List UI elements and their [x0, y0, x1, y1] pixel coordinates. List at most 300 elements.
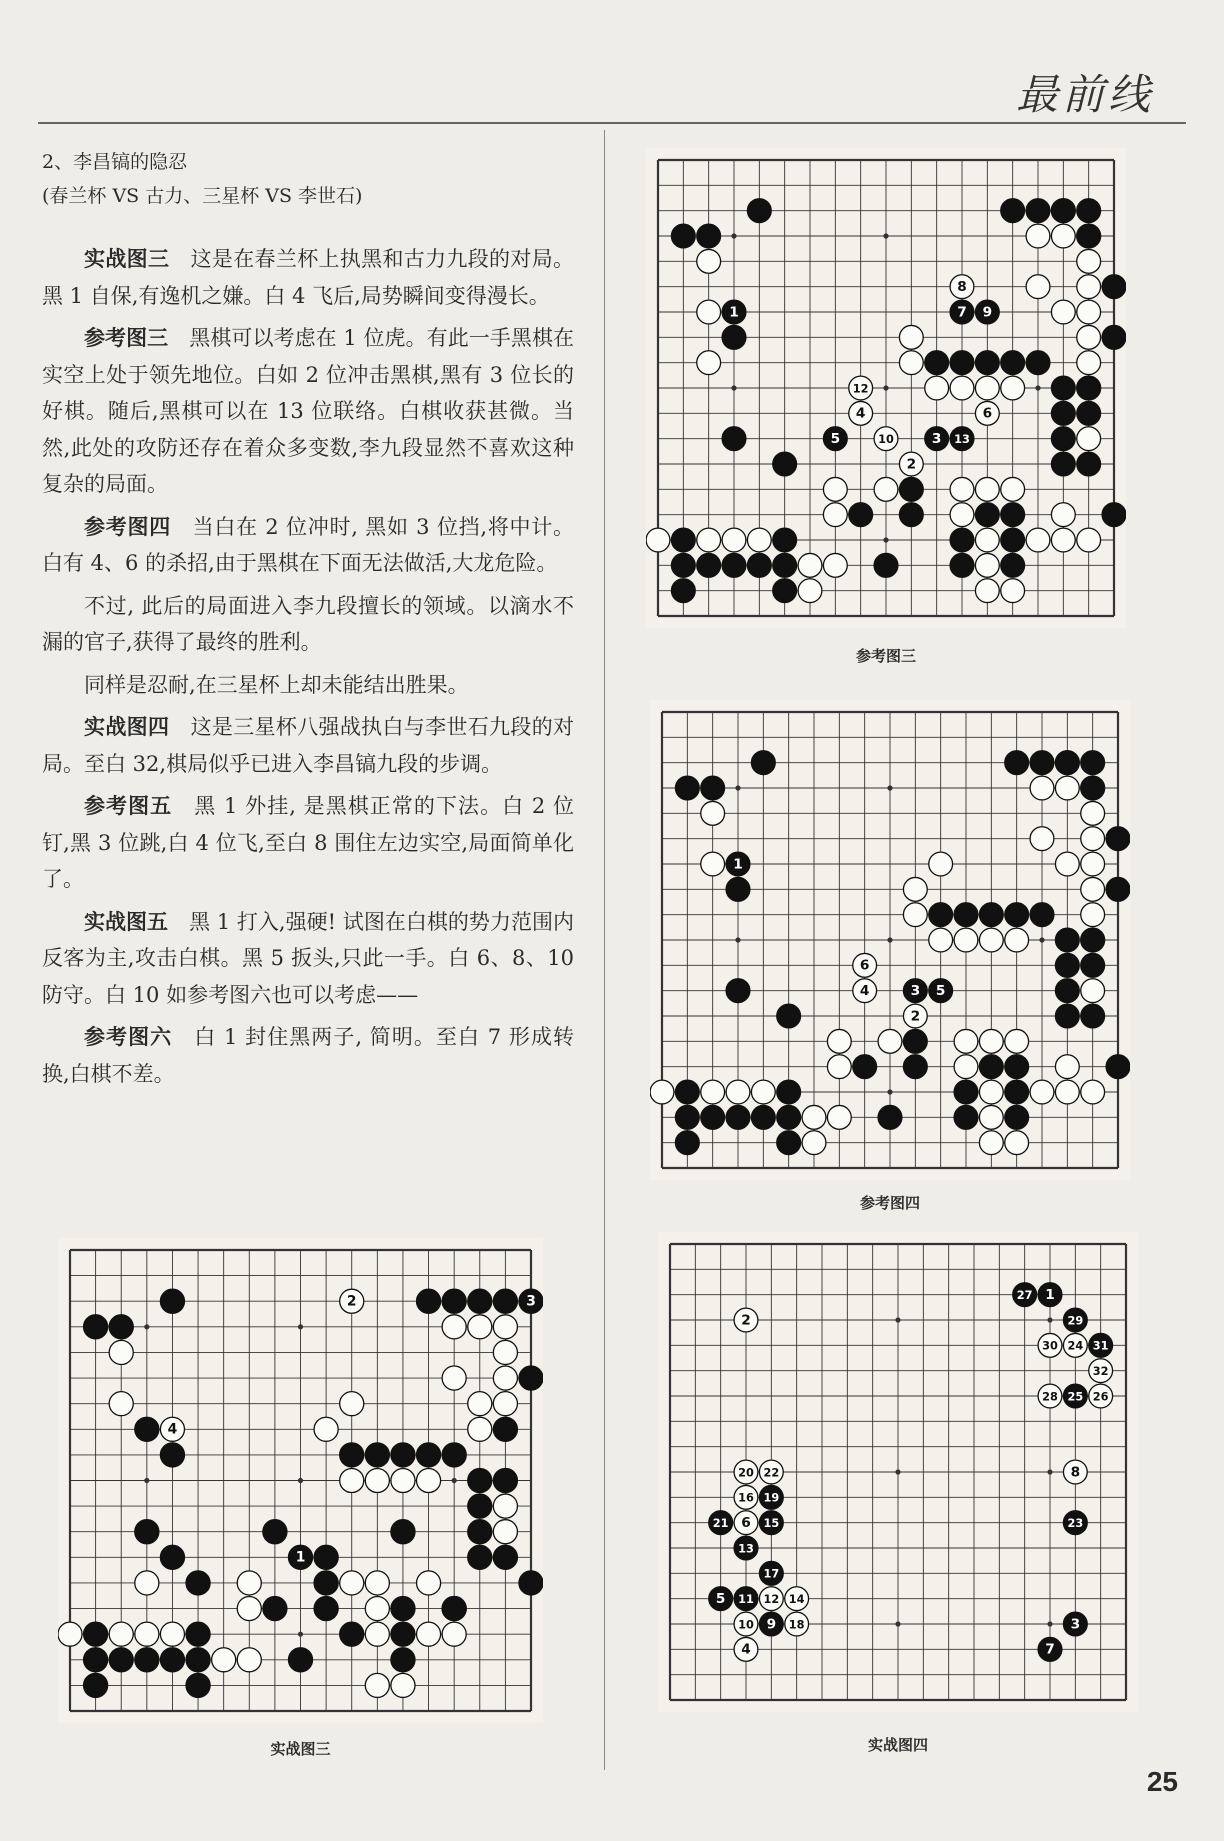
- article-paragraph: [42, 788, 574, 898]
- move-number-label: 10: [878, 432, 894, 446]
- page-number: 25: [1146, 1766, 1178, 1797]
- black-stone: [751, 1105, 775, 1129]
- black-stone: [314, 1597, 338, 1621]
- black-stone: [340, 1622, 364, 1646]
- white-stone: [365, 1622, 389, 1646]
- white-stone: [1005, 928, 1029, 952]
- black-stone: [1005, 751, 1029, 775]
- paragraph-label: 参考图六: [84, 1025, 173, 1049]
- white-stone: [365, 1673, 389, 1697]
- white-stone: [493, 1340, 517, 1364]
- white-stone: [798, 553, 822, 577]
- paragraph-text: 黑棋可以考虑在 1 位虎。有此一手黑棋在实空上处于领先地位。白如 2 位冲击黑棋,黑有 3 位长的好棋。随后,黑棋可以在 13 位联络。白棋收获甚微。当然,此处的攻防还存在着众多变数,李九段显然不喜欢这种复杂的局面。: [42, 326, 575, 496]
- move-number-label: 21: [712, 1516, 729, 1530]
- white-stone: [802, 1131, 826, 1155]
- paragraph-text: 黑 1 打入,强硬! 试图在白棋的势力范围内反客为主,攻击白棋。黑 5 扳头,只此一手。白 6、8、10 防守。白 10 如参考图六也可以考虑——: [42, 909, 575, 1007]
- star-point: [1039, 937, 1044, 942]
- article-paragraph: [42, 709, 574, 782]
- white-stone: [1030, 776, 1054, 800]
- white-stone: [391, 1673, 415, 1697]
- move-number-label: 15: [763, 1516, 780, 1530]
- move-number-label: 4: [741, 1641, 751, 1658]
- black-stone: [417, 1443, 441, 1467]
- move-number-label: 13: [954, 432, 970, 446]
- white-stone: [975, 528, 999, 552]
- star-point: [883, 537, 888, 542]
- white-stone: [1081, 801, 1105, 825]
- black-stone: [135, 1520, 159, 1544]
- black-stone: [979, 903, 1003, 927]
- white-stone: [925, 376, 949, 400]
- black-stone: [1001, 553, 1025, 577]
- black-stone: [903, 1055, 927, 1079]
- white-stone: [929, 852, 953, 876]
- white-stone: [340, 1468, 364, 1492]
- move-number-label: 4: [855, 405, 866, 422]
- white-stone: [1055, 1055, 1079, 1079]
- white-stone: [442, 1315, 466, 1339]
- white-stone: [468, 1315, 492, 1339]
- white-stone: [823, 553, 847, 577]
- star-point: [1047, 1317, 1052, 1322]
- black-stone: [849, 503, 873, 527]
- star-point: [144, 1478, 149, 1483]
- move-number-label: 5: [935, 982, 946, 999]
- white-stone: [954, 1029, 978, 1053]
- white-stone: [929, 928, 953, 952]
- white-stone: [1030, 827, 1054, 851]
- white-stone: [1001, 376, 1025, 400]
- black-stone: [519, 1366, 543, 1390]
- paragraph-text: 同样是忍耐,在三星杯上却未能结出胜果。: [84, 672, 469, 697]
- move-number-label: 29: [1067, 1314, 1084, 1328]
- black-stone: [1081, 751, 1105, 775]
- go-board-svg: [646, 148, 1126, 628]
- black-stone: [109, 1648, 133, 1672]
- go-board-svg: [658, 1232, 1138, 1712]
- white-stone: [954, 1055, 978, 1079]
- move-number-label: 3: [931, 430, 942, 447]
- black-stone: [671, 528, 695, 552]
- black-stone: [777, 1105, 801, 1129]
- move-number-label: 10: [738, 1618, 754, 1632]
- paragraph-text: 白 1 封住黑两子, 简明。至白 7 形成转换,白棋不差。: [42, 1025, 574, 1086]
- white-stone: [1055, 1080, 1079, 1104]
- black-stone: [109, 1315, 133, 1339]
- black-stone: [1077, 452, 1101, 476]
- white-stone: [979, 1105, 1003, 1129]
- black-stone: [1005, 903, 1029, 927]
- move-number-label: 8: [957, 278, 967, 295]
- white-stone: [827, 1029, 851, 1053]
- star-point: [895, 1317, 900, 1322]
- white-stone: [646, 528, 670, 552]
- black-stone: [954, 903, 978, 927]
- black-stone: [442, 1443, 466, 1467]
- white-stone: [493, 1366, 517, 1390]
- white-stone: [340, 1571, 364, 1595]
- move-number-label: 31: [1092, 1339, 1109, 1353]
- move-number-label: 1: [1045, 1286, 1055, 1303]
- go-board-svg: [58, 1238, 543, 1723]
- black-stone: [773, 579, 797, 603]
- black-stone: [701, 1105, 725, 1129]
- white-stone: [747, 528, 771, 552]
- black-stone: [747, 199, 771, 223]
- move-number-label: 16: [738, 1491, 754, 1505]
- white-stone: [1081, 1080, 1105, 1104]
- black-stone: [468, 1545, 492, 1569]
- star-point: [1047, 1621, 1052, 1626]
- caption-ref3: 参考图三: [855, 647, 916, 665]
- white-stone: [979, 1029, 1003, 1053]
- move-number-label: 7: [1045, 1641, 1055, 1658]
- black-stone: [1102, 503, 1126, 527]
- black-stone: [160, 1443, 184, 1467]
- black-stone: [160, 1648, 184, 1672]
- move-number-label: 28: [1042, 1390, 1058, 1404]
- black-stone: [773, 528, 797, 552]
- white-stone: [1026, 528, 1050, 552]
- star-point: [731, 233, 736, 238]
- black-stone: [675, 1105, 699, 1129]
- paragraph-text: 这是在春兰杯上执黑和古力九段的对局。黑 1 自保,有逸机之嫌。白 4 飞后,局势瞬间变得漫长。: [42, 247, 575, 308]
- article-paragraph: [42, 509, 574, 582]
- white-stone: [954, 928, 978, 952]
- move-number-label: 32: [1092, 1364, 1109, 1378]
- white-stone: [722, 528, 746, 552]
- move-number-label: 22: [763, 1466, 780, 1480]
- white-stone: [340, 1392, 364, 1416]
- move-number-label: 25: [1067, 1390, 1084, 1404]
- white-stone: [975, 477, 999, 501]
- paragraph-label: 实战图四: [84, 715, 170, 739]
- white-stone: [903, 877, 927, 901]
- white-stone: [365, 1571, 389, 1595]
- white-stone: [979, 1080, 1003, 1104]
- black-stone: [853, 1055, 877, 1079]
- black-stone: [878, 1105, 902, 1129]
- star-point: [298, 1478, 303, 1483]
- white-stone: [417, 1571, 441, 1595]
- white-stone: [1055, 776, 1079, 800]
- star-point: [735, 937, 740, 942]
- move-number-label: 27: [1016, 1288, 1033, 1302]
- white-stone: [391, 1468, 415, 1492]
- black-stone: [468, 1289, 492, 1313]
- move-number-label: 20: [738, 1466, 754, 1480]
- white-stone: [950, 376, 974, 400]
- white-stone: [1081, 903, 1105, 927]
- black-stone: [1001, 503, 1025, 527]
- white-stone: [903, 903, 927, 927]
- black-stone: [1005, 1055, 1029, 1079]
- white-stone: [823, 503, 847, 527]
- star-point: [887, 1089, 892, 1094]
- black-stone: [468, 1494, 492, 1518]
- move-number-label: 2: [906, 456, 917, 473]
- white-stone: [1081, 852, 1105, 876]
- black-stone: [160, 1289, 184, 1313]
- go-board-svg: [650, 700, 1130, 1180]
- paragraph-text: 黑 1 外挂, 是黑棋正常的下法。白 2 位钉,黑 3 位跳,白 4 位飞,至白 8 围住左边实空,局面简单化了。: [42, 794, 574, 891]
- black-stone: [493, 1417, 517, 1441]
- black-stone: [899, 477, 923, 501]
- star-point: [144, 1324, 149, 1329]
- black-stone: [1077, 376, 1101, 400]
- black-stone: [84, 1673, 108, 1697]
- black-stone: [1081, 776, 1105, 800]
- move-number-label: 3: [1070, 1616, 1081, 1633]
- white-stone: [365, 1468, 389, 1492]
- move-number-label: 2: [346, 1293, 357, 1310]
- black-stone: [1077, 401, 1101, 425]
- white-stone: [1077, 325, 1101, 349]
- white-stone: [701, 801, 725, 825]
- black-stone: [1051, 199, 1075, 223]
- move-number-label: 6: [859, 957, 870, 974]
- white-stone: [212, 1648, 236, 1672]
- white-stone: [237, 1597, 261, 1621]
- white-stone: [650, 1080, 674, 1104]
- black-stone: [1077, 224, 1101, 248]
- black-stone: [1030, 751, 1054, 775]
- black-stone: [903, 1029, 927, 1053]
- black-stone: [954, 1080, 978, 1104]
- article-paragraph: [42, 1019, 574, 1092]
- black-stone: [314, 1571, 338, 1595]
- white-stone: [950, 477, 974, 501]
- move-number-label: 30: [1042, 1339, 1058, 1353]
- black-stone: [975, 351, 999, 375]
- black-stone: [288, 1648, 312, 1672]
- black-stone: [1081, 953, 1105, 977]
- white-stone: [979, 928, 1003, 952]
- article-paragraphs: [42, 241, 574, 1092]
- black-stone: [314, 1545, 338, 1569]
- white-stone: [1077, 351, 1101, 375]
- caption-ref4: 参考图四: [859, 1194, 920, 1212]
- article-paragraph: [42, 320, 574, 503]
- move-number-label: 1: [733, 856, 743, 873]
- black-stone: [493, 1289, 517, 1313]
- move-number-label: 23: [1067, 1516, 1084, 1530]
- white-stone: [802, 1105, 826, 1129]
- white-stone: [1005, 1029, 1029, 1053]
- black-stone: [1102, 325, 1126, 349]
- black-stone: [135, 1648, 159, 1672]
- star-point: [887, 785, 892, 790]
- star-point: [895, 1469, 900, 1474]
- black-stone: [777, 1131, 801, 1155]
- star-point: [1035, 385, 1040, 390]
- black-stone: [950, 528, 974, 552]
- white-stone: [493, 1315, 517, 1339]
- white-stone: [160, 1622, 184, 1646]
- white-stone: [751, 1080, 775, 1104]
- move-number-label: 7: [957, 304, 967, 321]
- move-number-label: 3: [526, 1293, 536, 1310]
- black-stone: [701, 776, 725, 800]
- star-point: [883, 233, 888, 238]
- black-stone: [468, 1468, 492, 1492]
- black-stone: [1026, 199, 1050, 223]
- move-number-label: 26: [1092, 1390, 1109, 1404]
- move-number-label: 17: [763, 1567, 780, 1581]
- black-stone: [975, 503, 999, 527]
- star-point: [887, 937, 892, 942]
- article-paragraph: [42, 667, 574, 704]
- white-stone: [109, 1340, 133, 1364]
- move-number-label: 12: [763, 1592, 780, 1606]
- caption-game3: 实战图三: [270, 1740, 331, 1758]
- paragraph-label: 实战图五: [84, 909, 169, 934]
- black-stone: [1106, 877, 1130, 901]
- white-stone: [58, 1622, 82, 1646]
- black-stone: [1077, 199, 1101, 223]
- black-stone: [365, 1443, 389, 1467]
- black-stone: [777, 1004, 801, 1028]
- black-stone: [1055, 928, 1079, 952]
- black-stone: [1081, 928, 1105, 952]
- white-stone: [701, 852, 725, 876]
- black-stone: [1051, 452, 1075, 476]
- black-stone: [1001, 199, 1025, 223]
- white-stone: [899, 351, 923, 375]
- article-paragraph: [42, 241, 574, 314]
- white-stone: [827, 1055, 851, 1079]
- white-stone: [237, 1571, 261, 1595]
- magazine-header-title: 最前线: [1015, 70, 1154, 119]
- move-number-label: 9: [766, 1616, 777, 1633]
- black-stone: [874, 553, 898, 577]
- white-stone: [726, 1080, 750, 1104]
- black-stone: [468, 1520, 492, 1544]
- star-point: [298, 1632, 303, 1637]
- black-stone: [519, 1571, 543, 1595]
- move-number-label: 12: [852, 382, 869, 396]
- move-number-label: 19: [763, 1491, 780, 1505]
- move-number-label: 24: [1067, 1339, 1084, 1353]
- white-stone: [1051, 528, 1075, 552]
- paragraph-text: 当白在 2 位冲时, 黑如 3 位挡,将中计。白有 4、6 的杀招,由于黑棋在下面无法做活,大龙危险。: [42, 514, 575, 575]
- move-number-label: 4: [859, 982, 870, 999]
- paragraph-label: 实战图三: [84, 247, 170, 271]
- paragraph-label: 参考图四: [84, 514, 171, 539]
- black-stone: [1055, 979, 1079, 1003]
- paragraph-label: 参考图三: [84, 326, 169, 350]
- white-stone: [468, 1417, 492, 1441]
- black-stone: [1051, 427, 1075, 451]
- black-stone: [1026, 351, 1050, 375]
- go-board-game3: [58, 1238, 543, 1723]
- white-stone: [1081, 877, 1105, 901]
- black-stone: [1005, 1080, 1029, 1104]
- black-stone: [671, 224, 695, 248]
- white-stone: [1026, 275, 1050, 299]
- white-stone: [827, 1105, 851, 1129]
- black-stone: [84, 1622, 108, 1646]
- white-stone: [975, 376, 999, 400]
- black-stone: [1030, 903, 1054, 927]
- black-stone: [263, 1520, 287, 1544]
- black-stone: [722, 325, 746, 349]
- white-stone: [468, 1392, 492, 1416]
- white-stone: [442, 1366, 466, 1390]
- white-stone: [899, 325, 923, 349]
- white-stone: [1001, 477, 1025, 501]
- move-number-label: 5: [715, 1590, 726, 1607]
- white-stone: [1077, 249, 1101, 273]
- black-stone: [671, 579, 695, 603]
- white-stone: [697, 351, 721, 375]
- go-board-ref4: [650, 700, 1130, 1180]
- white-stone: [979, 1131, 1003, 1155]
- black-stone: [697, 224, 721, 248]
- star-point: [883, 385, 888, 390]
- white-stone: [1051, 300, 1075, 324]
- black-stone: [950, 553, 974, 577]
- black-stone: [1106, 1055, 1130, 1079]
- black-stone: [391, 1597, 415, 1621]
- white-stone: [697, 300, 721, 324]
- black-stone: [263, 1597, 287, 1621]
- black-stone: [340, 1443, 364, 1467]
- white-stone: [697, 528, 721, 552]
- black-stone: [160, 1545, 184, 1569]
- white-stone: [1077, 427, 1101, 451]
- black-stone: [391, 1443, 415, 1467]
- star-point: [298, 1324, 303, 1329]
- black-stone: [1102, 275, 1126, 299]
- white-stone: [697, 249, 721, 273]
- black-stone: [899, 503, 923, 527]
- black-stone: [1081, 1004, 1105, 1028]
- black-stone: [493, 1545, 517, 1569]
- star-point: [1047, 1469, 1052, 1474]
- black-stone: [950, 351, 974, 375]
- black-stone: [391, 1648, 415, 1672]
- black-stone: [1055, 953, 1079, 977]
- article-paragraph: [42, 904, 574, 1014]
- paragraph-label: 参考图五: [84, 794, 173, 818]
- white-stone: [493, 1494, 517, 1518]
- move-number-label: 11: [738, 1592, 754, 1606]
- paragraph-text: 这是三星杯八强战执白与李世石九段的对局。至白 32,棋局似乎已进入李昌镐九段的步调。: [42, 715, 575, 776]
- white-stone: [417, 1622, 441, 1646]
- black-stone: [1051, 376, 1075, 400]
- white-stone: [1051, 503, 1075, 527]
- white-stone: [975, 553, 999, 577]
- black-stone: [493, 1468, 517, 1492]
- move-number-label: 1: [295, 1549, 306, 1566]
- move-number-label: 5: [830, 430, 841, 447]
- white-stone: [1081, 827, 1105, 851]
- white-stone: [1081, 979, 1105, 1003]
- star-point: [731, 385, 736, 390]
- white-stone: [701, 1080, 725, 1104]
- black-stone: [671, 553, 695, 577]
- move-number-label: 8: [1070, 1464, 1081, 1481]
- white-stone: [1077, 300, 1101, 324]
- black-stone: [417, 1289, 441, 1313]
- white-stone: [798, 579, 822, 603]
- move-number-label: 6: [982, 405, 993, 422]
- black-stone: [186, 1622, 210, 1646]
- white-stone: [950, 503, 974, 527]
- black-stone: [751, 751, 775, 775]
- move-number-label: 9: [982, 304, 993, 321]
